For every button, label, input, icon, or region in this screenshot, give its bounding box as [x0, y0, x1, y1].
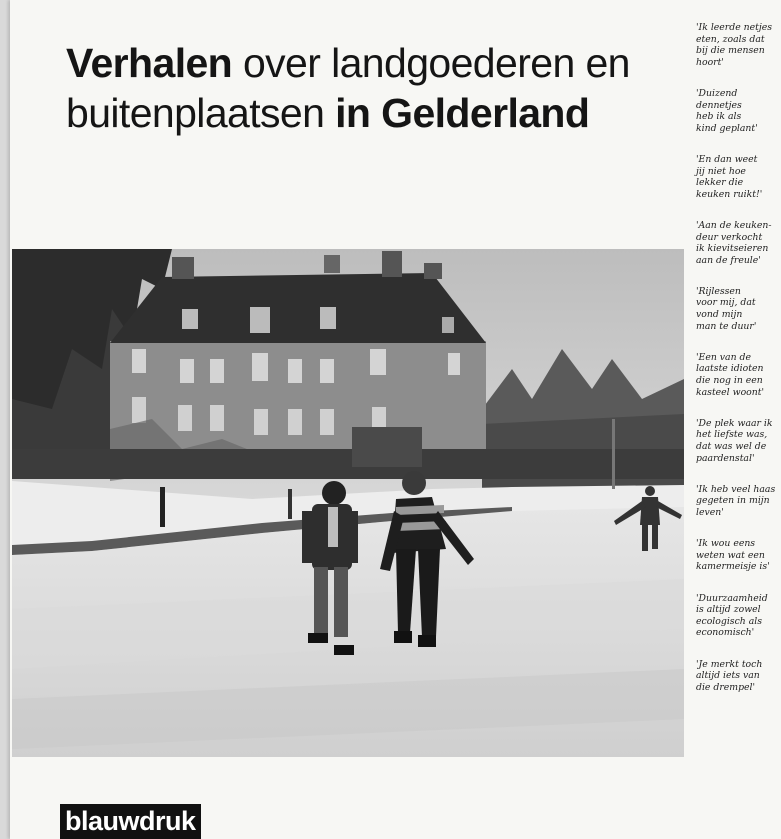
quote-2: 'Duizend dennetjes heb ik als kind geplant' [696, 87, 758, 134]
quote-5: 'Rijlessen voor mij, dat vond mijn man te duur' [696, 285, 757, 332]
quote-8: 'Ik heb veel haas gegeten in mijn leven' [696, 483, 776, 518]
cover-photo [12, 249, 684, 757]
publisher-logo: blauwdruk [60, 804, 201, 839]
quote-1: 'Ik leerde netjes eten, zoals dat bij die mensen hoort' [696, 22, 773, 68]
quote-6: 'Een van de laatste idioten die nog in een kasteel woont' [696, 351, 765, 398]
quotes-column [696, 22, 780, 713]
quote-3: 'En dan weet jij niet hoe lekker die keuken ruikt!' [696, 153, 763, 200]
title-regular-2: buitenplaatsen [66, 90, 325, 136]
landscape-photo-icon [12, 249, 684, 757]
quote-7: 'De plek waar ik het liefste was, dat was wel de paardenstal' [696, 417, 773, 464]
quote-9: 'Ik wou eens weten wat een kamermeisje is' [696, 538, 770, 573]
quote-11: 'Je merkt toch altijd iets van die drempel' [696, 658, 763, 693]
title-bold-verhalen: Verhalen [66, 40, 233, 86]
quote-4: 'Aan de keuken- deur verkocht ik kievitseieren aan de freule' [696, 219, 772, 266]
title-bold-gelderland: in Gelderland [335, 90, 590, 136]
book-cover [10, 0, 781, 839]
book-title [66, 38, 666, 138]
title-regular-1: over landgoederen en [242, 40, 630, 86]
quote-10: 'Duurzaamheid is altijd zowel ecologisch als economisch' [696, 592, 768, 639]
